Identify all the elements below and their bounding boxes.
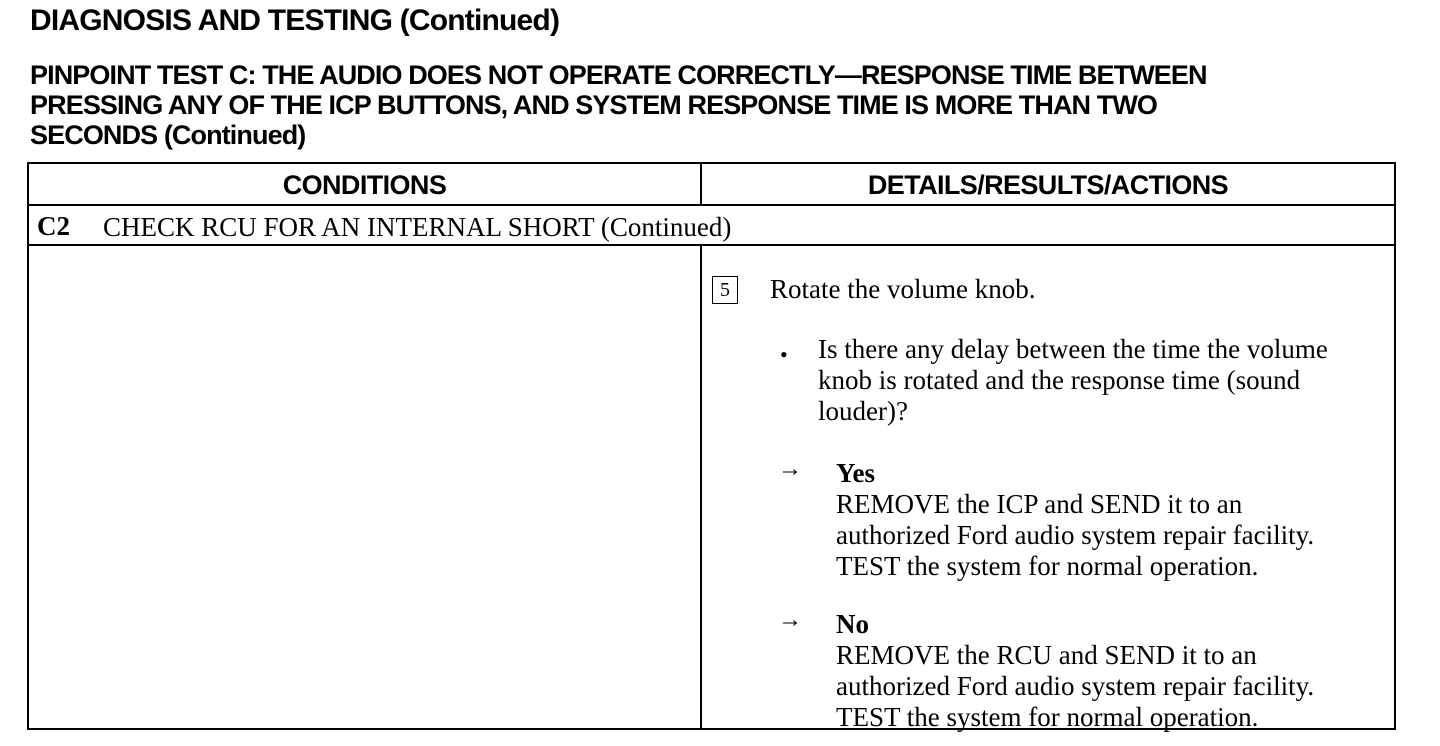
test-title-line: SECONDS (Continued) bbox=[30, 120, 306, 150]
step-row bbox=[29, 206, 1394, 246]
table-header-row bbox=[29, 164, 1394, 206]
instruction-text: Rotate the volume knob. bbox=[770, 274, 1036, 304]
test-title-line: PINPOINT TEST C: THE AUDIO DOES NOT OPERATE CORRECTLY—RESPONSE TIME BETWEEN bbox=[30, 60, 1207, 90]
details-column-header: DETAILS/RESULTS/ACTIONS bbox=[867, 170, 1229, 200]
answer-line: TEST the system for normal operation. bbox=[836, 702, 1259, 732]
section-title: DIAGNOSIS AND TESTING (Continued) bbox=[30, 4, 560, 37]
pinpoint-test-title bbox=[30, 60, 1420, 150]
answer-no bbox=[836, 609, 1386, 733]
answer-label: Yes bbox=[836, 458, 875, 488]
substep-number-box: 5 bbox=[712, 276, 738, 304]
question-text: Is there any delay between the time the volume knob is rotated and the response time (sound louder)? bbox=[818, 334, 1328, 426]
answer-line: REMOVE the ICP and SEND it to an bbox=[836, 489, 1243, 519]
answer-line: REMOVE the RCU and SEND it to an bbox=[836, 640, 1257, 670]
details-cell bbox=[702, 246, 1394, 732]
arrow-right-icon: → bbox=[778, 607, 802, 633]
bullet-icon: • bbox=[780, 342, 788, 367]
answer-line: authorized Ford audio system repair facility. bbox=[836, 520, 1315, 550]
test-title-line: PRESSING ANY OF THE ICP BUTTONS, AND SYSTEM RESPONSE TIME IS MORE THAN TWO bbox=[30, 90, 1158, 120]
answer-line: TEST the system for normal operation. bbox=[836, 551, 1259, 581]
conditions-cell bbox=[29, 246, 702, 728]
answer-label: No bbox=[836, 609, 869, 639]
answer-line: authorized Ford audio system repair facility. bbox=[836, 671, 1315, 701]
arrow-right-icon: → bbox=[778, 456, 802, 482]
pinpoint-test-table bbox=[27, 162, 1396, 730]
step-title: CHECK RCU FOR AN INTERNAL SHORT (Continued) bbox=[103, 212, 732, 242]
step-id: C2 bbox=[37, 211, 70, 241]
conditions-column-header: CONDITIONS bbox=[29, 164, 702, 204]
answer-yes bbox=[836, 458, 1386, 582]
